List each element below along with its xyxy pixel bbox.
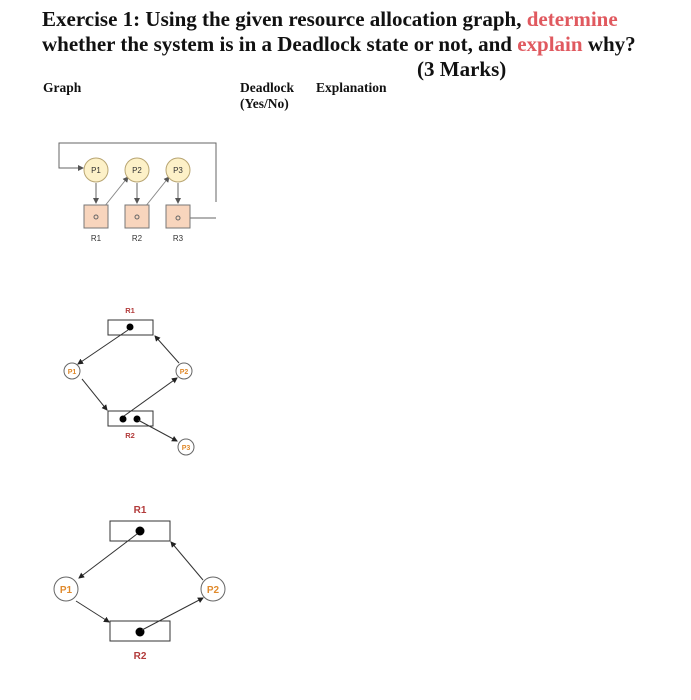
highlight-explain: explain (517, 32, 583, 56)
header-deadlock: Deadlock (Yes/No) (240, 80, 294, 111)
svg-text:P2: P2 (179, 369, 189, 376)
graph-2 (64, 306, 194, 455)
svg-text:R1: R1 (90, 234, 102, 243)
svg-text:R1: R1 (133, 505, 147, 516)
svg-text:P3: P3 (173, 166, 183, 175)
exercise-title: Exercise 1: Using the given resource allocation graph, determine whether the system is in a Deadlock state or not, and explain why? (42, 7, 636, 56)
svg-text:P1: P1 (67, 369, 77, 376)
marks-label: (3 Marks) (417, 57, 507, 81)
graph-1 (59, 143, 216, 243)
svg-text:R2: R2 (131, 234, 143, 243)
header-explanation: Explanation (316, 80, 387, 95)
svg-text:R1: R1 (125, 306, 135, 315)
svg-text:P1: P1 (59, 585, 73, 596)
svg-text:P3: P3 (181, 445, 191, 452)
graph-3 (54, 505, 225, 662)
svg-text:R2: R2 (133, 651, 147, 662)
highlight-determine: determine (526, 7, 618, 31)
svg-text:P2: P2 (132, 166, 142, 175)
header-graph: Graph (43, 80, 82, 95)
svg-text:P2: P2 (206, 585, 220, 596)
svg-text:R2: R2 (125, 431, 135, 440)
svg-text:R3: R3 (172, 234, 184, 243)
svg-text:P1: P1 (91, 166, 101, 175)
